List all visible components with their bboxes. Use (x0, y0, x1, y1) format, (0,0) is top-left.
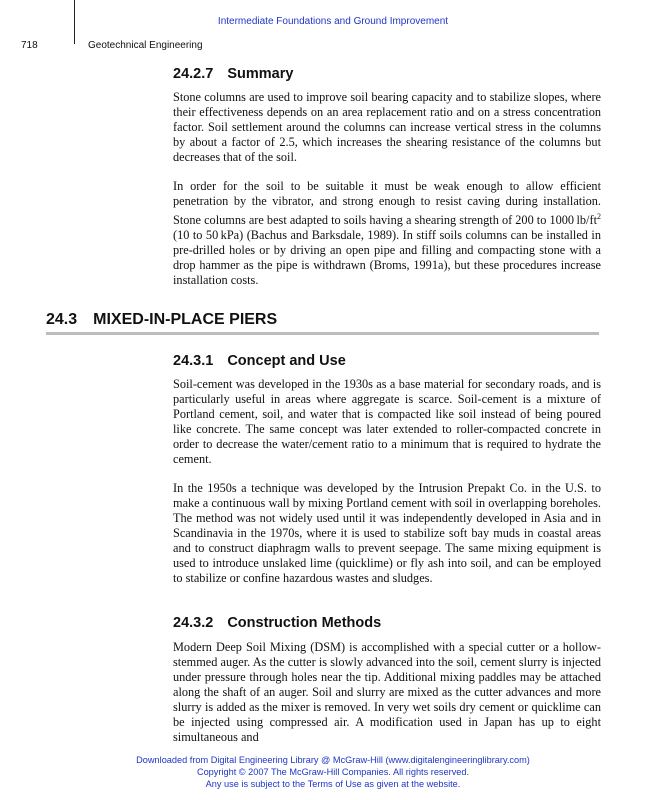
summary-paragraph-1: Stone columns are used to improve soil bearing capacity and to stabilize slopes, where their effectiveness depends on an area replacement ratio and on a stress concentration factor. Soil settlement around the columns can increase vertical stress in the columns by about a factor of 2.5, which increases the shearing resistance of the columns but decreases that of the soil. (173, 90, 601, 165)
summary-paragraph-2-text-a: In order for the soil to be suitable it must be weak enough to allow efficient penetration by the vibrator, and strong enough to resist caving during installation. Stone columns are best adapted to soils having a shearing strength of 200 to 1000 lb/ft (173, 179, 601, 228)
superscript-exponent: 2 (597, 212, 601, 222)
section-title: Concept and Use (227, 353, 346, 369)
page-number: 718 (21, 40, 38, 51)
book-title-link[interactable]: Intermediate Foundations and Ground Improvement (217, 16, 449, 27)
section-number: 24.2.7 (173, 66, 214, 82)
construction-paragraph-1: Modern Deep Soil Mixing (DSM) is accomplished with a special cutter or a hollow-stemmed auger. As the cutter is slowly advanced into the soil, cement slurry is injected under pressure through holes near the tip. Additional mixing paddles may be attached along the shaft of an auger. Soil and slurry are mixed as the cutter advances and more slurry is added as the mixer is removed. In very wet soils dry cement or quicklime can be injected using compressed air. A modification used in Japan has up to eight simultaneous and (173, 640, 601, 745)
section-number: 24.3 (46, 311, 78, 328)
footer-download-link[interactable]: Downloaded from Digital Engineering Library @ McGraw-Hill (www.digitalengineeringlibrary.com) (136, 755, 530, 765)
section-divider (46, 332, 599, 335)
section-title: Construction Methods (227, 615, 382, 631)
section-24-2-7-heading (173, 66, 293, 82)
section-title: Summary (227, 66, 294, 82)
concept-paragraph-1: Soil-cement was developed in the 1930s as a base material for secondary roads, and is particularly useful in areas where aggregate is scarce. Soil-cement is a mixture of Portland cement, soil, and water that is compacted like soil instead of being poured like concrete. The same concept was later extended to roller-compacted concrete in order to decrease the water/cement ratio to a minimum that is required to hydrate the cement. (173, 377, 601, 467)
running-head: Geotechnical Engineering (88, 40, 203, 51)
header-divider (74, 0, 75, 44)
footer-copyright: Copyright © 2007 The McGraw-Hill Companies. All rights reserved. (196, 767, 470, 777)
summary-paragraph-2-text-b: (10 to 50 kPa) (Bachus and Barksdale, 1989). In stiff soils columns can be installed in pre-drilled holes or by driving an open pipe and filling and compacting stone with a drop hammer as the pipe is withdrawn (Broms, 1991a), but these procedures increase installation costs. (173, 228, 601, 288)
section-title: MIXED-IN-PLACE PIERS (93, 311, 278, 328)
section-24-3-heading (46, 311, 277, 329)
section-24-3-2-heading (173, 615, 381, 631)
section-24-3-1-heading (173, 353, 346, 369)
footer-terms-link[interactable]: Any use is subject to the Terms of Use as given at the website. (205, 779, 461, 789)
section-number: 24.3.2 (173, 615, 214, 631)
summary-paragraph-2 (173, 179, 601, 288)
concept-paragraph-2: In the 1950s a technique was developed by the Intrusion Prepakt Co. in the U.S. to make a continuous wall by mixing Portland cement with soil in overlapping boreholes. The method was not widely used until it was independently developed in Asia and in Scandinavia in the 1970s, where it is used to stabilize soft bay muds in coastal areas and to construct diaphragm walls to prevent seepage. The same mixing equipment is used to introduce unslaked lime (quicklime) or fly ash into soil, and can be employed to stabilize or confine hazardous wastes and sludges. (173, 481, 601, 586)
section-number: 24.3.1 (173, 353, 214, 369)
